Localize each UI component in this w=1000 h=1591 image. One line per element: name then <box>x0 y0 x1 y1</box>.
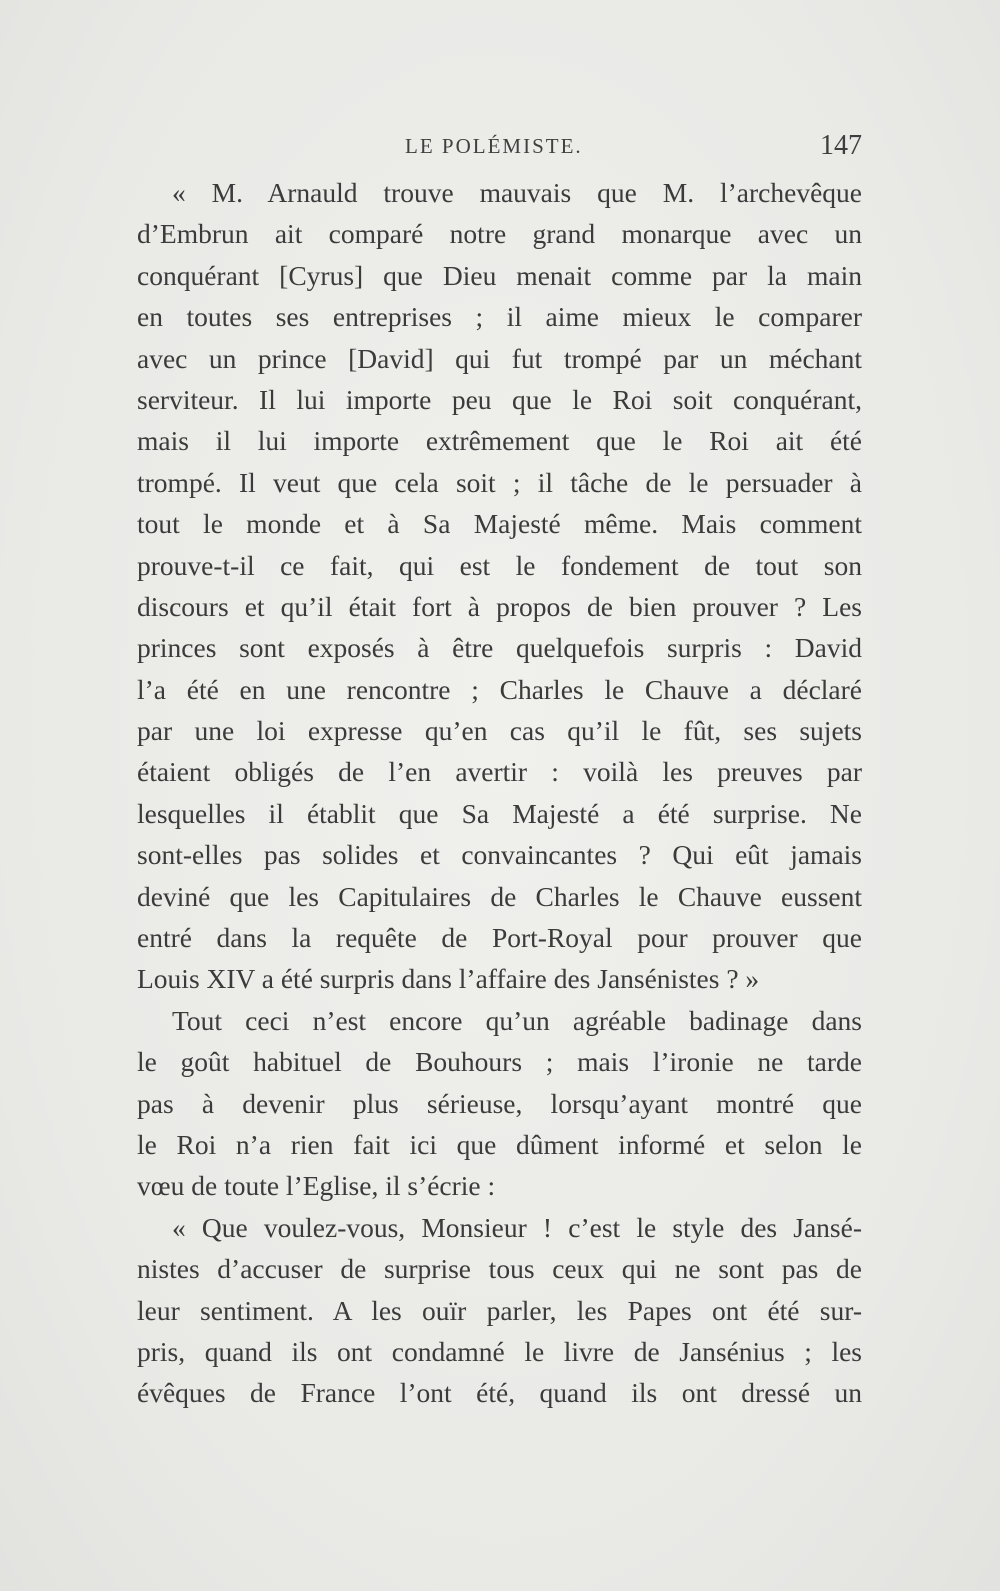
text-line: deviné que les Capitulaires de Charles le Chauve eussent <box>137 880 862 912</box>
body-text <box>137 172 862 1414</box>
text-line: étaient obligés de l’en avertir : voilà les preuves par <box>137 756 862 788</box>
text-line: par une loi expresse qu’en cas qu’il le fût, ses sujets <box>137 715 862 747</box>
text-line: l’a été en une rencontre ; Charles le Chauve a déclaré <box>137 673 862 705</box>
text-line: vœu de toute l’Eglise, il s’écrie : <box>137 1170 496 1202</box>
text-line: « M. Arnauld trouve mauvais que M. l’archevêque <box>172 177 862 208</box>
running-head <box>137 126 862 166</box>
text-line: pas à devenir plus sérieuse, lorsqu’ayant montré que <box>137 1087 862 1119</box>
text-line: entré dans la requête de Port-Royal pour prouver que <box>137 922 862 954</box>
text-line: « Que voulez-vous, Monsieur ! c’est le style des Jansé- <box>172 1211 862 1243</box>
text-line: le Roi n’a rien fait ici que dûment informé et selon le <box>137 1128 862 1160</box>
text-line: leur sentiment. A les ouïr parler, les Papes ont été sur- <box>137 1294 862 1326</box>
text-line: le goût habituel de Bouhours ; mais l’ironie ne tarde <box>137 1046 862 1078</box>
text-line: lesquelles il établit que Sa Majesté a été surprise. Ne <box>137 797 862 829</box>
text-line: évêques de France l’ont été, quand ils ont dressé un <box>137 1377 862 1409</box>
text-line: mais il lui importe extrêmement que le Roi ait été <box>137 425 862 457</box>
text-line: tout le monde et à Sa Majesté même. Mais comment <box>137 508 862 540</box>
text-line: avec un prince [David] qui fut trompé par un méchant <box>137 342 862 374</box>
text-line: prouve-t-il ce fait, qui est le fondement de tout son <box>137 549 862 581</box>
text-line: d’Embrun ait comparé notre grand monarque avec un <box>137 218 862 250</box>
running-title: LE POLÉMISTE. <box>405 134 583 158</box>
text-line: princes sont exposés à être quelquefois surpris : David <box>137 632 862 664</box>
text-line: Tout ceci n’est encore qu’un agréable badinage dans <box>172 1004 862 1036</box>
text-line: sont-elles pas solides et convaincantes ? Qui eût jamais <box>137 839 862 871</box>
text-line: pris, quand ils ont condamné le livre de Jansénius ; les <box>137 1335 862 1367</box>
text-line: en toutes ses entreprises ; il aime mieux le comparer <box>137 301 862 333</box>
text-line: nistes d’accuser de surprise tous ceux qui ne sont pas de <box>137 1253 862 1285</box>
text-line: discours et qu’il était fort à propos de bien prouver ? Les <box>137 590 862 622</box>
text-line: Louis XIV a été surpris dans l’affaire des Jansénistes ? » <box>137 963 760 995</box>
text-line: conquérant [Cyrus] que Dieu menait comme par la main <box>137 259 862 291</box>
text-line: serviteur. Il lui importe peu que le Roi soit conquérant, <box>137 383 862 415</box>
page-number: 147 <box>820 130 862 161</box>
text-line: trompé. Il veut que cela soit ; il tâche de le persuader à <box>137 466 862 498</box>
